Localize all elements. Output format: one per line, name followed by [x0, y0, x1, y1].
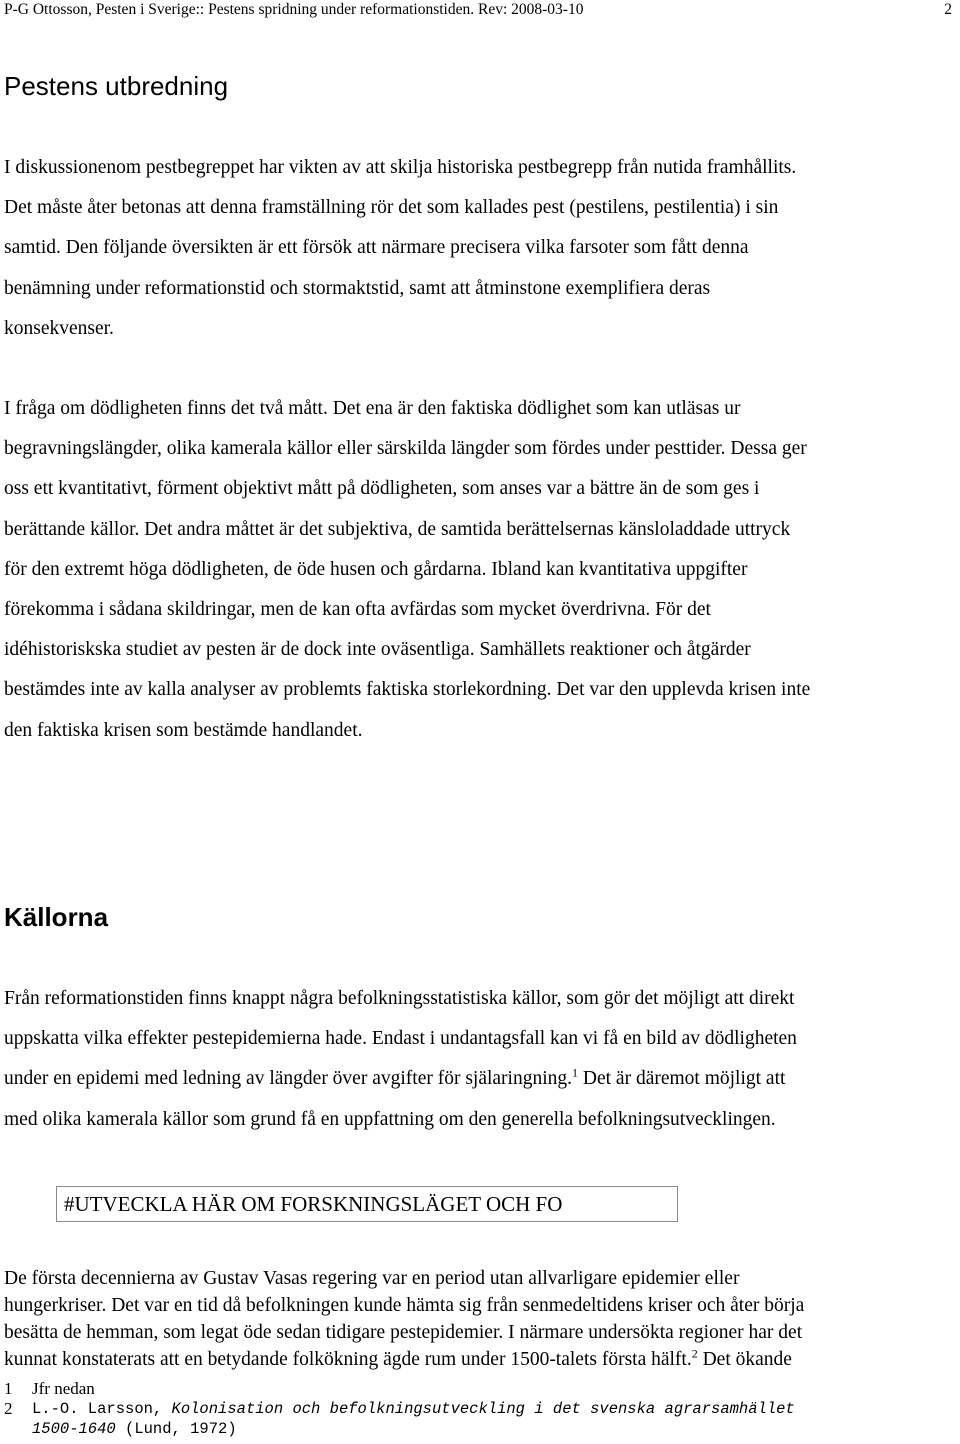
- text-line: konsekvenser.: [4, 317, 114, 339]
- text-segment: kunnat konstaterats att en betydande folkökning ägde rum under 1500-talets första hälft.: [4, 1349, 692, 1370]
- text-line: oss ett kvantitativt, förment objektivt mått på dödligheten, som anses var a bättre än de som ges i: [4, 478, 760, 500]
- footnote-2: [4, 1399, 954, 1419]
- footnote-ref-2[interactable]: 2: [691, 1346, 698, 1361]
- text-line: [4, 1059, 959, 1099]
- text-line: förekomma i sådana skildringar, men de kan ofta avfärdas som mycket överdrivna. För det: [4, 598, 711, 620]
- text-line: hungerkriser. Det var en tid då befolkningen kunde hämta sig från senmedeltidens kriser och åter börja: [4, 1295, 805, 1316]
- text-line: Från reformationstiden finns knappt några befolkningsstatistiska källor, som gör det möjligt att direkt: [4, 988, 795, 1009]
- paragraph-sources: [4, 979, 959, 1140]
- text-line: med olika kamerala källor som grund få en uppfattning om den generella befolkningsutvecklingen.: [4, 1108, 776, 1130]
- text-line: för den extremt höga dödligheten, de öde husen och gårdarna. Ibland kan kvantitativa uppgifter: [4, 558, 748, 580]
- footnote-1: [4, 1379, 954, 1399]
- text-segment: Det är däremot möjligt att: [578, 1068, 786, 1090]
- footnote-number: 1: [4, 1379, 13, 1398]
- footnote-number: 2: [4, 1399, 13, 1418]
- todo-note-box: #UTVECKLA HÄR OM FORSKNINGSLÄGET OCH FO: [56, 1186, 678, 1222]
- footnotes: [4, 1379, 954, 1439]
- paragraph-mortality: [4, 389, 959, 751]
- text-line: Det måste åter betonas att denna framställning rör det som kallades pest (pestilens, pestilentia) i sin: [4, 197, 779, 219]
- paragraph-intro: [4, 148, 959, 349]
- text-line: idéhistoriskska studiet av pesten är de dock inte oväsentliga. Samhällets reaktioner och åtgärder: [4, 639, 751, 661]
- footnote-publication: (Lund, 1972): [115, 1420, 237, 1438]
- text-line: den faktiska krisen som bestämde handlandet.: [4, 719, 363, 741]
- page-header: [4, 0, 952, 20]
- footnote-text: [32, 1399, 795, 1419]
- text-line: bestämdes inte av kalla analyser av problemts faktiska storlekordning. Det var den upplevda krisen inte: [4, 679, 811, 701]
- text-line: begravningslängder, olika kamerala källor eller särskilda längder som fördes under pesttider. Dessa ger: [4, 438, 807, 460]
- text-line: besätta de hemman, som legat öde sedan tidigare pestepidemier. I närmare undersökta regioner har det: [4, 1322, 803, 1343]
- text-line: uppskatta vilka effekter pestepidemierna hade. Endast i undantagsfall kan vi få en bild av dödligheten: [4, 1028, 797, 1050]
- footnote-text: Jfr nedan: [32, 1379, 95, 1398]
- footnote-author: L.-O. Larsson,: [32, 1400, 172, 1418]
- text-line: [4, 1346, 959, 1373]
- text-segment: under en epidemi med ledning av längder över avgifter för själaringning.: [4, 1068, 573, 1090]
- footnote-title: Kolonisation och befolkningsutveckling i det svenska agrarsamhället: [171, 1400, 795, 1418]
- footnote-ref-1[interactable]: 1: [572, 1065, 579, 1080]
- text-line: benämning under reformationstid och stormaktstid, samt att åtminstone exemplifiera deras: [4, 277, 711, 299]
- page-number: 2: [944, 1, 952, 18]
- text-line: I diskussionenom pestbegreppet har vikten av att skilja historiska pestbegrepp från nutida framhållits.: [4, 157, 797, 178]
- text-line: De första decennierna av Gustav Vasas regering var en period utan allvarligare epidemier eller: [4, 1268, 740, 1289]
- text-segment: Det ökande: [697, 1349, 792, 1370]
- paragraph-gustav-vasa: [4, 1265, 959, 1373]
- section-heading-pestens-utbredning: Pestens utbredning: [4, 71, 229, 101]
- text-line: I fråga om dödligheten finns det två mått. Det ena är den faktiska dödlighet som kan utläsas ur: [4, 398, 741, 419]
- footnote-text: [32, 1419, 237, 1439]
- running-title: P-G Ottosson, Pesten i Sverige:: Pestens spridning under reformationstiden. Rev: 2008-03-10: [4, 1, 584, 18]
- footnote-title: 1500-1640: [32, 1420, 116, 1438]
- text-line: berättande källor. Det andra måttet är det subjektiva, de samtida berättelsernas känsloladdade uttryck: [4, 518, 791, 540]
- section-heading-kallorna: Källorna: [4, 902, 109, 932]
- text-line: samtid. Den följande översikten är ett försök att närmare precisera vilka farsoter som fått denna: [4, 237, 749, 259]
- footnote-2-continued: [4, 1419, 954, 1439]
